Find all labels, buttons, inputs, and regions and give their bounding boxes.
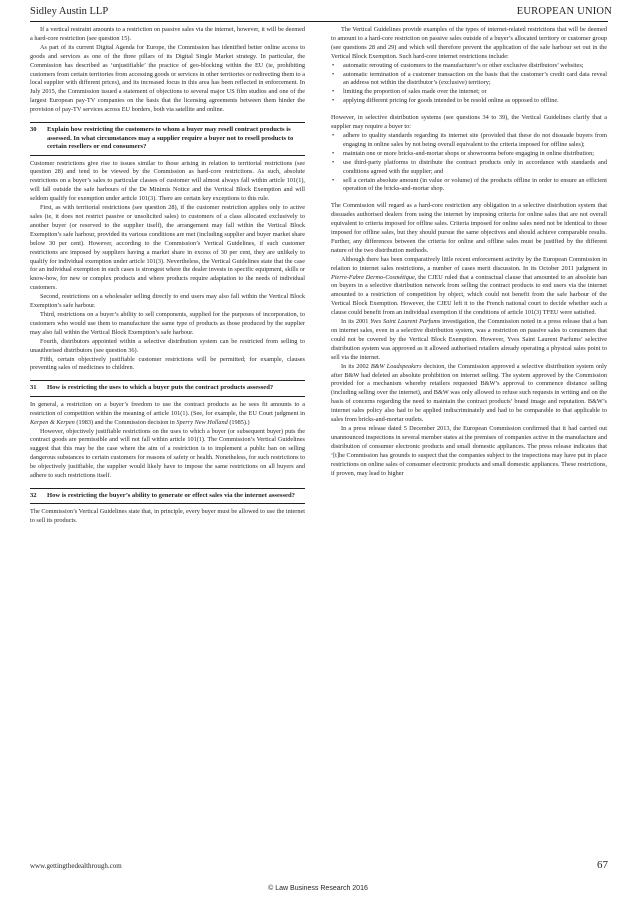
paragraph: As part of its current Digital Agenda for Europe, the Commission has identified better online access to goods and services as one of the three pillars of its Digital Single Market strategy. In particular, the Commission has described as ‘unjustifiable’ the practice of geo-blocking within the EU (ie, prohibiting customers from certain territories from accessing goods or services in other territories or redirecting them to a local supplier with different prices), and its increased focus in this area has been reflected in enforcement. In July 2015, the Commission issued a statement of objections to several major US film studios and one of the largest European pay-TV companies on the basis that the licensing agreements between them hinder the provision of pay-TV services across EU borders, both via satellite and online.: [30, 43, 305, 114]
paragraph: Third, restrictions on a buyer’s ability to sell components, supplied for the purposes of incorporation, to customers who would use them to manufacture the same type of products as those produced by the supplier may also fall within the Vertical Block Exemption’s safe harbour.: [30, 310, 305, 336]
paragraph: Fourth, distributors appointed within a selective distribution system can be restricted from selling to unauthorised distributors (see question 36).: [30, 337, 305, 354]
paragraph: Fifth, certain objectively justifiable customer restrictions will be permitted; for example, clauses preventing sales of medicines to children.: [30, 355, 305, 372]
list-item: • applying different pricing for goods intended to be resold online as opposed to offline.: [331, 97, 607, 106]
paragraph: [331, 363, 607, 425]
text-run: (1983) and the Commission decision in: [74, 418, 177, 426]
text-run: Although there has been comparatively little recent enforcement activity by the European Commission in relation to internet sales restrictions, a number of cases merit discussion. In its October 2011 judgment in: [331, 255, 607, 272]
case-name: Sperry New Holland: [176, 418, 228, 426]
list-item: • automatic termination of a customer transaction on the basis that the customer’s credit card data reveal an address not within the distributor’s (exclusive) territory;: [331, 71, 607, 89]
list-item: • limiting the proportion of sales made over the internet; or: [331, 88, 607, 97]
case-name: Kerpen & Kerpen: [30, 418, 75, 426]
paragraph: [331, 256, 607, 318]
text-run: In its 2002: [341, 362, 371, 370]
question-text: How is restricting the uses to which a buyer puts the contract products assessed?: [47, 384, 274, 392]
question-30-heading: [30, 122, 305, 156]
question-text: How is restricting the buyer’s ability to generate or effect sales via the internet assessed?: [47, 491, 295, 499]
paragraph: Customer restrictions give rise to issues similar to those arising in relation to territorial restrictions (see question 28) and tend to be viewed by the Commission as hard-core restrictions. As such, absolute restrictions on a buyer’s sales to particular classes of customer will almost always fall within article 101(1), will fall outside the safe harbours of the De Minimis Notice and the Vertical Block Exemption and will seldom qualify for exemption under article 101(3). There are certain key exceptions to this rule.: [30, 159, 305, 203]
list-item: • automatic rerouting of customers to the manufacturer’s or other exclusive distributors’ websites;: [331, 62, 607, 71]
bullet-list: [331, 132, 607, 194]
paragraph: In a press release dated 5 December 2013, the European Commission confirmed that it had carried out unannounced inspections in several member states at the premises of companies active in the manufacture and distribution of consumer electronic products and small domestic appliances. The press release indicates that ‘[t]he Commission has grounds to suspect that the companies subject to the inspections may have put in place restrictions on online sales of consumer electronic products and small domestic appliances. These restrictions, if proven, may lead to higher: [331, 424, 607, 477]
question-number: 30: [30, 126, 37, 134]
case-name: Pierre-Fabre Dermo-Cosmétique: [331, 273, 415, 281]
paragraph: The Commission will regard as a hard-core restriction any obligation in a selective distribution system that dissuades authorised dealers from using the internet by imposing criteria for online sales that are not overall equivalent to criteria imposed for offline sales. Criteria imposed for online sales need not be identical to those imposed for offline sales, but they should pursue the same objectives and should achieve comparable results. Further, any differences between the criteria for online and offline sales must be justified by the different nature of the two distribution methods.: [331, 202, 607, 254]
list-item: • adhere to quality standards regarding its internet site (provided that these do not dissuade buyers from engaging in online sales by not being overall equivalent to the criteria imposed for offline sales);: [331, 132, 607, 150]
paragraph: [331, 318, 607, 363]
page-footer: [30, 860, 608, 874]
website-link[interactable]: www.gettingthedealthrough.com: [30, 862, 122, 870]
paragraph: Second, restrictions on a wholesaler selling directly to end users may also fall within the Vertical Block Exemption’s safe harbour.: [30, 293, 305, 310]
question-number: 31: [30, 384, 37, 392]
copyright-notice: © Law Business Research 2016: [268, 885, 368, 892]
text-run: decision, the Commission approved a selective distribution system only after B&W had deleted an absolute prohibition on internet selling. The system approved by the Commission provided for a mechanism whereby retailers requested B&W’s approval to commence distance selling (including selling over the internet), and B&W was only allowed to refuse such requests in writing and on the basis of concerns regarding the need to maintain the contract products’ brand image and reputation. B&W’s internet sales policy also had to be applied indiscriminately and had to be comparable to that applicable to sales from bricks-and-mortar outlets.: [331, 362, 607, 424]
paragraph: The Commission’s Vertical Guidelines state that, in principle, every buyer must be allowed to use the internet to sell its products.: [30, 508, 305, 525]
paragraph: If a vertical restraint amounts to a restriction on passive sales via the internet, however, it will be deemed a hard-core restriction (see question 15).: [30, 26, 305, 42]
bullet-list: [331, 62, 607, 107]
firm-name: Sidley Austin LLP: [30, 6, 109, 17]
question-31-heading: [30, 380, 305, 397]
header-rule: [30, 21, 608, 22]
list-item: • maintain one or more bricks-and-mortar shops or showrooms before engaging in online distribution;: [331, 150, 607, 159]
text-run: investigation, the Commission noted in a press release that a ban on internet sales, even in a selective distribution system, was a restriction on passive sales to consumers that could not be covered by the Vertical Block Exemption. However, Yves Saint Laurent Parfums’ selective distribution system was approved as it allowed authorised retailers already operating a physical sales point to sell via the internet.: [331, 318, 607, 361]
case-name: B&W Loudspeakers: [370, 362, 422, 370]
question-32-heading: [30, 488, 305, 505]
paragraph: However, objectively justifiable restrictions on the uses to which a buyer (or subsequent buyer) puts the contract goods are permissible and will not fall within article 101(1). The Commission’s Vertical Guidelines suggest that this may be the case where the aim of a restriction is to implement a public ban on selling dangerous substances to certain customers for reasons of safety or health. Nonetheless, for such restrictions to be objectively justifiable, the supplier would likely have to impose the same restrictions on all buyers and adhere to such restrictions itself.: [30, 427, 305, 480]
list-item: • use third-party platforms to distribute the contract products only in accordance with standards and conditions agreed with the supplier; and: [331, 159, 607, 177]
question-number: 32: [30, 491, 37, 499]
text-run: In its 2001: [341, 318, 371, 326]
page-number: 67: [597, 859, 608, 871]
paragraph: The Vertical Guidelines provide examples of the types of internet-related restrictions that will be deemed to amount to a hard-core restriction on passive sales outside of a buyer’s allocated territory or customer group (see questions 28 and 29) and which will therefore prevent the application of the safe harbour set out in the Vertical Block Exemption. Such hard-core internet restrictions include:: [331, 26, 607, 60]
running-header: [24, 6, 612, 20]
case-name: Yves Saint Laurent Parfums: [370, 318, 441, 326]
text-run: In general, a restriction on a buyer’s freedom to use the contract products as he sees fit amounts to a restriction of competition within the meaning of article 101(1). (See, for example, the EU Court judgment in: [30, 400, 305, 417]
list-item: • sell a certain absolute amount (in value or volume) of the products offline in order to ensure an efficient operation of the bricks-and-mortar shop.: [331, 177, 607, 195]
right-column: [331, 26, 607, 478]
question-text: Explain how restricting the customers to whom a buyer may resell contract products is assessed. In what circumstances may a supplier require a buyer not to resell products to certain resellers or end consumers?: [47, 126, 294, 151]
left-column: [30, 26, 305, 526]
text-run: , the CJEU ruled that a contractual clause that amounted to an absolute ban on buyers in a selective distribution network from selling the contract products to end users via the internet amounted to a restriction of competition by object, which could not benefit from the safe harbour of the Vertical Block Exemption. However, the CJEU left it to the French national court to decide whether such a clause could benefit from an individual exemption if the conditions of article 101(3) TFEU were satisfied.: [331, 273, 607, 317]
section-title: EUROPEAN UNION: [516, 6, 612, 17]
text-run: (1985).): [227, 418, 250, 426]
paragraph: [30, 401, 305, 428]
paragraph: However, in selective distribution systems (see questions 34 to 39), the Vertical Guidelines clarify that a supplier may require a buyer to:: [331, 114, 607, 131]
paragraph: First, as with territorial restrictions (see question 28), if the customer restriction applies only to active sales (ie, it does not restrict passive or unsolicited sales) to customers of a class allocated exclusively to another buyer (or reserved to the supplier itself), the arrangement may fall within the Vertical Block Exemption’s safe harbour, provided its various conditions are met (including supplier and buyer market share below 30 per cent). However, according to the Commission’s Vertical Guidelines, if such customer restrictions are imposed by suppliers having a market share in excess of 30 per cent, they are unlikely to qualify for individual exemption under article 101(3). Nevertheless, the Vertical Guidelines state that the case for an individual exemption in such cases is strongest where the dealer invests in specific equipment, skills or know-how, for new or complex products and where products require adaptation to the needs of individual customers.: [30, 204, 305, 292]
